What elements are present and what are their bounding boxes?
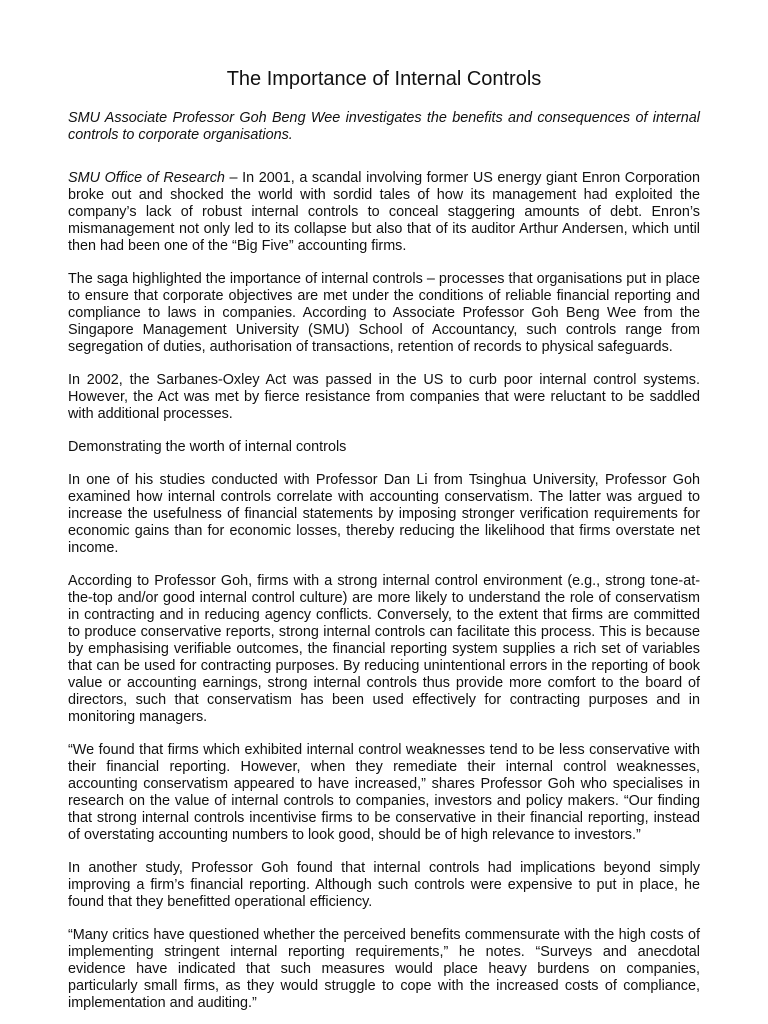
body-paragraph: In 2002, the Sarbanes-Oxley Act was passed in the US to curb poor internal control systems. However, the Act was met by fierce resistance from companies that were reluctant to be saddled with additional processes. xyxy=(68,372,700,422)
quote-paragraph: “Many critics have questioned whether the perceived benefits commensurate with the high costs of implementing stringent internal reporting requirements,” he notes. “Surveys and anecdotal evidence have indicated that such measures would place heavy burdens on companies, particularly small firms, as they would struggle to cope with the increased costs of compliance, implementation and auditing.” xyxy=(68,927,700,1011)
document-body xyxy=(68,170,700,1012)
body-paragraph: In another study, Professor Goh found that internal controls had implications beyond simply improving a firm’s financial reporting. Although such controls were expensive to put in place, he found that they benefitted operational efficiency. xyxy=(68,860,700,910)
document-subtitle: SMU Associate Professor Goh Beng Wee investigates the benefits and consequences of internal controls to corporate organisations. xyxy=(68,110,700,143)
intro-paragraph xyxy=(68,170,700,255)
quote-paragraph: “We found that firms which exhibited internal control weaknesses tend to be less conservative with their financial reporting. However, when they remediate their internal control weaknesses, accounting conservatism appeared to have increased,” shares Professor Goh who specialises in research on the value of internal controls to companies, investors and policy makers. “Our finding that strong internal controls incentivise firms to be conservative in their financial reporting, instead of overstating accounting numbers to look good, should be of high relevance to investors.” xyxy=(68,742,700,843)
body-paragraph: The saga highlighted the importance of internal controls – processes that organisations put in place to ensure that corporate objectives are met under the conditions of reliable financial reporting and compliance to laws in companies. According to Associate Professor Goh Beng Wee from the Singapore Management University (SMU) School of Accountancy, such controls range from segregation of duties, authorisation of transactions, retention of records to physical safeguards. xyxy=(68,271,700,355)
section-heading: Demonstrating the worth of internal controls xyxy=(68,439,347,455)
body-paragraph: In one of his studies conducted with Professor Dan Li from Tsinghua University, Professor Goh examined how internal controls correlate with accounting conservatism. The latter was argued to increase the usefulness of financial statements by imposing stronger verification requirements for economic gains than for economic losses, thereby reducing the likelihood that firms overstate net income. xyxy=(68,472,700,556)
body-paragraph: According to Professor Goh, firms with a strong internal control environment (e.g., strong tone-at-the-top and/or good internal control culture) are more likely to understand the role of conservatism in contracting and in reducing agency conflicts. Conversely, to the extent that firms are committed to produce conservative reports, strong internal controls can facilitate this process. This is because by emphasising verifiable outcomes, the financial reporting system supplies a rich set of variables that can be used for contracting purposes. By reducing unintentional errors in the reporting of book value or accounting earnings, strong internal controls thus provide more comfort to the board of directors, such that conservatism has been used effectively for contracting purposes and in monitoring managers. xyxy=(68,573,700,725)
intro-text: – In 2001, a scandal involving former US energy giant Enron Corporation broke out and shocked the world with sordid tales of how its management had exploited the company’s lack of robust internal controls to conceal staggering amounts of debt. Enron’s mismanagement not only led to its collapse but also that of its auditor Arthur Andersen, which until then had been one of the “Big Five” accounting firms. xyxy=(68,170,701,254)
intro-lead: SMU Office of Research xyxy=(68,170,225,186)
document-title: The Importance of Internal Controls xyxy=(226,68,542,90)
